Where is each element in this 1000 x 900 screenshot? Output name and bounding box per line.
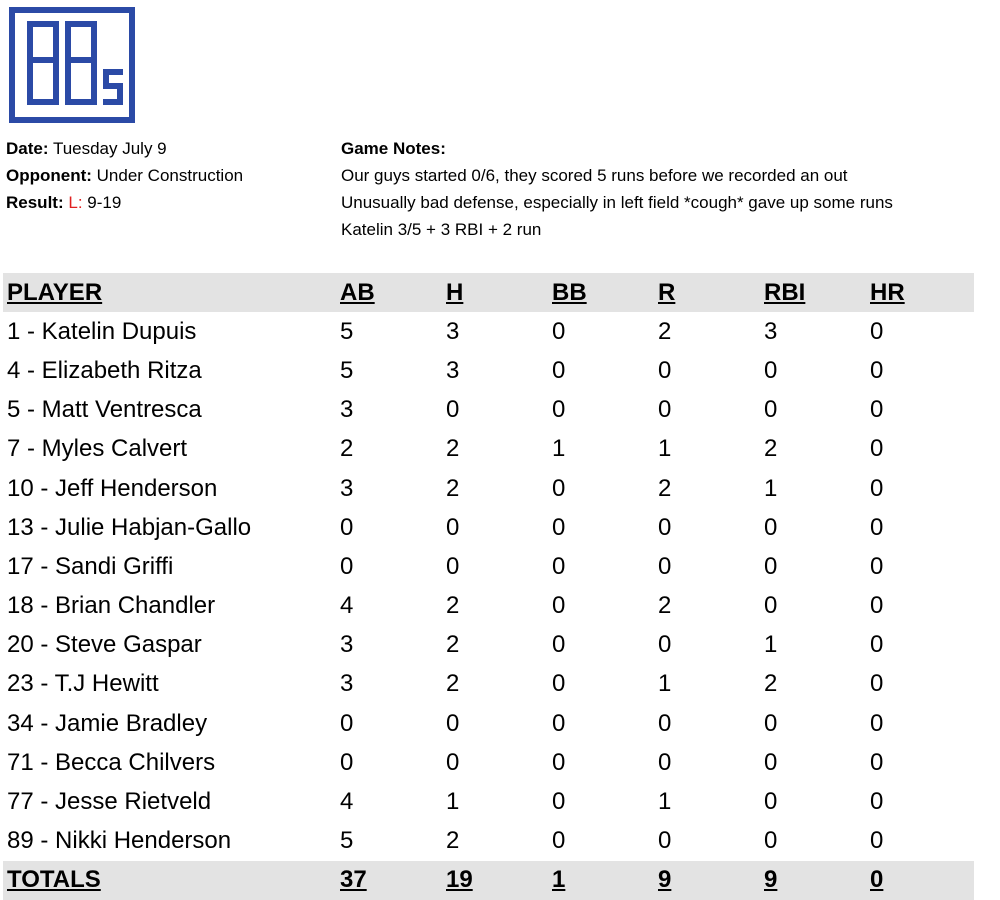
h-cell: 0: [446, 748, 460, 776]
player-cell: 4 - Elizabeth Ritza: [7, 356, 202, 384]
header-player: PLAYER: [7, 278, 103, 306]
table-row: [3, 626, 974, 665]
table-row: [3, 547, 974, 586]
ab-cell: 5: [340, 317, 354, 345]
h-cell: 2: [446, 435, 460, 463]
rbi-cell: 0: [764, 356, 778, 384]
r-cell: 2: [658, 317, 672, 345]
header-h: H: [446, 278, 464, 306]
bb-cell: 0: [552, 513, 566, 541]
player-cell: 89 - Nikki Henderson: [7, 827, 232, 855]
result-label: Result:: [6, 193, 64, 212]
result-outcome: L:: [68, 193, 83, 212]
totals-rbi: 9: [764, 866, 778, 894]
player-cell: 13 - Julie Habjan-Gallo: [7, 513, 252, 541]
stats-table: [3, 273, 974, 900]
totals-h: 19: [446, 866, 473, 894]
ab-cell: 4: [340, 788, 354, 816]
r-cell: 0: [658, 709, 672, 737]
rbi-cell: 0: [764, 592, 778, 620]
r-cell: 1: [658, 670, 672, 698]
bb-cell: 1: [552, 435, 566, 463]
h-cell: 2: [446, 592, 460, 620]
player-cell: 7 - Myles Calvert: [7, 435, 188, 463]
ab-cell: 0: [340, 513, 354, 541]
r-cell: 0: [658, 396, 672, 424]
bb-cell: 0: [552, 670, 566, 698]
h-cell: 0: [446, 396, 460, 424]
rbi-cell: 3: [764, 317, 778, 345]
player-cell: 10 - Jeff Henderson: [7, 474, 218, 502]
r-cell: 0: [658, 513, 672, 541]
bb-cell: 0: [552, 709, 566, 737]
header-rbi: RBI: [764, 278, 806, 306]
rbi-cell: 1: [764, 474, 778, 502]
hr-cell: 0: [870, 396, 884, 424]
bb-cell: 0: [552, 552, 566, 580]
player-cell: 17 - Sandi Griffi: [7, 552, 174, 580]
bb-cell: 0: [552, 748, 566, 776]
game-notes-title: Game Notes:: [341, 139, 446, 158]
r-cell: 2: [658, 474, 672, 502]
stats-header-row: [3, 273, 974, 312]
bb-cell: 0: [552, 631, 566, 659]
hr-cell: 0: [870, 631, 884, 659]
totals-ab: 37: [340, 866, 367, 894]
rbi-cell: 2: [764, 670, 778, 698]
game-note-line: Unusually bad defense, especially in left field *cough* gave up some runs: [341, 193, 893, 212]
totals-bb: 1: [552, 866, 566, 894]
bb-cell: 0: [552, 592, 566, 620]
header-r: R: [658, 278, 676, 306]
ab-cell: 3: [340, 670, 354, 698]
table-row: [3, 469, 974, 508]
header-bb: BB: [552, 278, 587, 306]
bb-cell: 0: [552, 396, 566, 424]
team-logo: [8, 6, 136, 124]
ab-cell: 2: [340, 435, 354, 463]
date-label: Date:: [6, 139, 49, 158]
hr-cell: 0: [870, 435, 884, 463]
hr-cell: 0: [870, 474, 884, 502]
table-row: [3, 665, 974, 704]
rbi-cell: 0: [764, 788, 778, 816]
player-cell: 34 - Jamie Bradley: [7, 709, 208, 737]
h-cell: 0: [446, 513, 460, 541]
hr-cell: 0: [870, 670, 884, 698]
r-cell: 0: [658, 748, 672, 776]
table-row: [3, 822, 974, 861]
hr-cell: 0: [870, 827, 884, 855]
game-notes: [341, 135, 893, 243]
player-cell: 5 - Matt Ventresca: [7, 396, 202, 424]
game-note-line: Our guys started 0/6, they scored 5 runs before we recorded an out: [341, 166, 848, 185]
rbi-cell: 0: [764, 748, 778, 776]
date-line: [6, 135, 243, 162]
bb-cell: 0: [552, 827, 566, 855]
ab-cell: 5: [340, 827, 354, 855]
h-cell: 2: [446, 631, 460, 659]
game-note-line: Katelin 3/5 + 3 RBI + 2 run: [341, 220, 542, 239]
rbi-cell: 0: [764, 513, 778, 541]
totals-hr: 0: [870, 866, 884, 894]
player-cell: 20 - Steve Gaspar: [7, 631, 202, 659]
r-cell: 1: [658, 788, 672, 816]
h-cell: 0: [446, 709, 460, 737]
game-info: [6, 135, 243, 216]
rbi-cell: 0: [764, 827, 778, 855]
hr-cell: 0: [870, 552, 884, 580]
hr-cell: 0: [870, 592, 884, 620]
totals-r: 9: [658, 866, 672, 894]
table-row: [3, 351, 974, 390]
player-cell: 77 - Jesse Rietveld: [7, 788, 212, 816]
table-row: [3, 312, 974, 351]
rbi-cell: 2: [764, 435, 778, 463]
ab-cell: 4: [340, 592, 354, 620]
h-cell: 2: [446, 474, 460, 502]
hr-cell: 0: [870, 513, 884, 541]
bb-cell: 0: [552, 356, 566, 384]
table-row: [3, 782, 974, 821]
player-cell: 71 - Becca Chilvers: [7, 748, 216, 776]
team-logo-graphic: [8, 6, 136, 124]
h-cell: 3: [446, 317, 460, 345]
totals-label: TOTALS: [7, 866, 101, 894]
rbi-cell: 0: [764, 396, 778, 424]
opponent-line: [6, 162, 243, 189]
ab-cell: 5: [340, 356, 354, 384]
table-row: [3, 391, 974, 430]
bb-cell: 0: [552, 317, 566, 345]
date-value: Tuesday July 9: [52, 139, 167, 158]
rbi-cell: 0: [764, 709, 778, 737]
table-row: [3, 743, 974, 782]
hr-cell: 0: [870, 709, 884, 737]
header-hr: HR: [870, 278, 905, 306]
stats-body: [3, 312, 974, 861]
ab-cell: 0: [340, 748, 354, 776]
table-row: [3, 430, 974, 469]
r-cell: 0: [658, 552, 672, 580]
ab-cell: 3: [340, 396, 354, 424]
player-cell: 23 - T.J Hewitt: [7, 670, 159, 698]
player-cell: 1 - Katelin Dupuis: [7, 317, 197, 345]
header-ab: AB: [340, 278, 375, 306]
player-cell: 18 - Brian Chandler: [7, 592, 216, 620]
h-cell: 2: [446, 827, 460, 855]
hr-cell: 0: [870, 748, 884, 776]
bb-cell: 0: [552, 788, 566, 816]
ab-cell: 0: [340, 552, 354, 580]
result-line: [6, 189, 243, 216]
table-row: [3, 508, 974, 547]
ab-cell: 0: [340, 709, 354, 737]
rbi-cell: 0: [764, 552, 778, 580]
h-cell: 0: [446, 552, 460, 580]
opponent-label: Opponent:: [6, 166, 92, 185]
hr-cell: 0: [870, 317, 884, 345]
r-cell: 1: [658, 435, 672, 463]
rbi-cell: 1: [764, 631, 778, 659]
table-row: [3, 704, 974, 743]
r-cell: 2: [658, 592, 672, 620]
hr-cell: 0: [870, 356, 884, 384]
r-cell: 0: [658, 356, 672, 384]
ab-cell: 3: [340, 631, 354, 659]
opponent-value: Under Construction: [96, 166, 244, 185]
h-cell: 2: [446, 670, 460, 698]
r-cell: 0: [658, 631, 672, 659]
ab-cell: 3: [340, 474, 354, 502]
totals-row: [3, 861, 974, 900]
h-cell: 1: [446, 788, 460, 816]
h-cell: 3: [446, 356, 460, 384]
bb-cell: 0: [552, 474, 566, 502]
hr-cell: 0: [870, 788, 884, 816]
r-cell: 0: [658, 827, 672, 855]
result-score: 9-19: [87, 193, 122, 212]
table-row: [3, 587, 974, 626]
